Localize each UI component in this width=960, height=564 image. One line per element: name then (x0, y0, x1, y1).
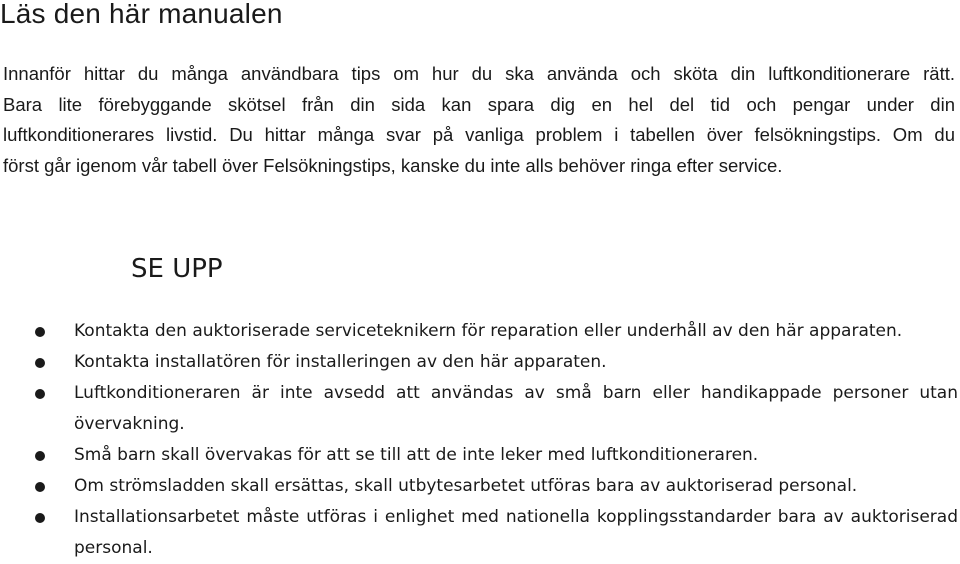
list-item (0, 347, 958, 378)
warning-text: Små barn skall övervakas för att se till att de inte leker med luftkonditioneraren. (74, 445, 759, 465)
intro-line: först går igenom vår tabell över Felsökningstips, kanske du inte alls behöver ringa efter service. (3, 154, 783, 176)
warning-list (0, 316, 958, 564)
list-item (0, 316, 958, 347)
list-item (0, 471, 958, 502)
warning-text: Kontakta installatören för installeringen av den här apparaten. (74, 352, 607, 372)
intro-line: luftkonditionerares livstid. Du hittar många svar på vanliga problem i tabellen över felsökningstips. Om du (3, 124, 955, 145)
warning-text: Kontakta den auktoriserade serviceteknikern för reparation eller underhåll av den här apparaten. (74, 321, 903, 341)
intro-line: Innanför hittar du många användbara tips om hur du ska använda och sköta din luftkonditionerare rätt. (3, 63, 955, 84)
list-item (0, 378, 958, 440)
warning-heading: SE UPP (131, 254, 223, 284)
intro-line: Bara lite förebyggande skötsel från din sida kan spara dig en hel del tid och pengar under din (3, 93, 955, 115)
warning-text: Om strömsladden skall ersättas, skall utbytesarbetet utföras bara av auktoriserad personal. (74, 476, 858, 496)
warning-text: Luftkonditioneraren är inte avsedd att användas av små barn eller handikappade personer utan övervakning. (74, 383, 958, 434)
list-item (0, 440, 958, 471)
bullet-icon (35, 358, 45, 368)
page-title: Läs den här manualen (0, 0, 283, 29)
bullet-icon (35, 451, 45, 461)
bullet-icon (35, 513, 45, 523)
bullet-icon (35, 327, 45, 337)
bullet-icon (35, 482, 45, 492)
bullet-icon (35, 389, 45, 399)
intro-paragraph (3, 59, 955, 181)
list-item (0, 502, 958, 564)
warning-text: Installationsarbetet måste utföras i enlighet med nationella kopplingsstandarder bara av auktoriserad personal. (74, 507, 958, 558)
